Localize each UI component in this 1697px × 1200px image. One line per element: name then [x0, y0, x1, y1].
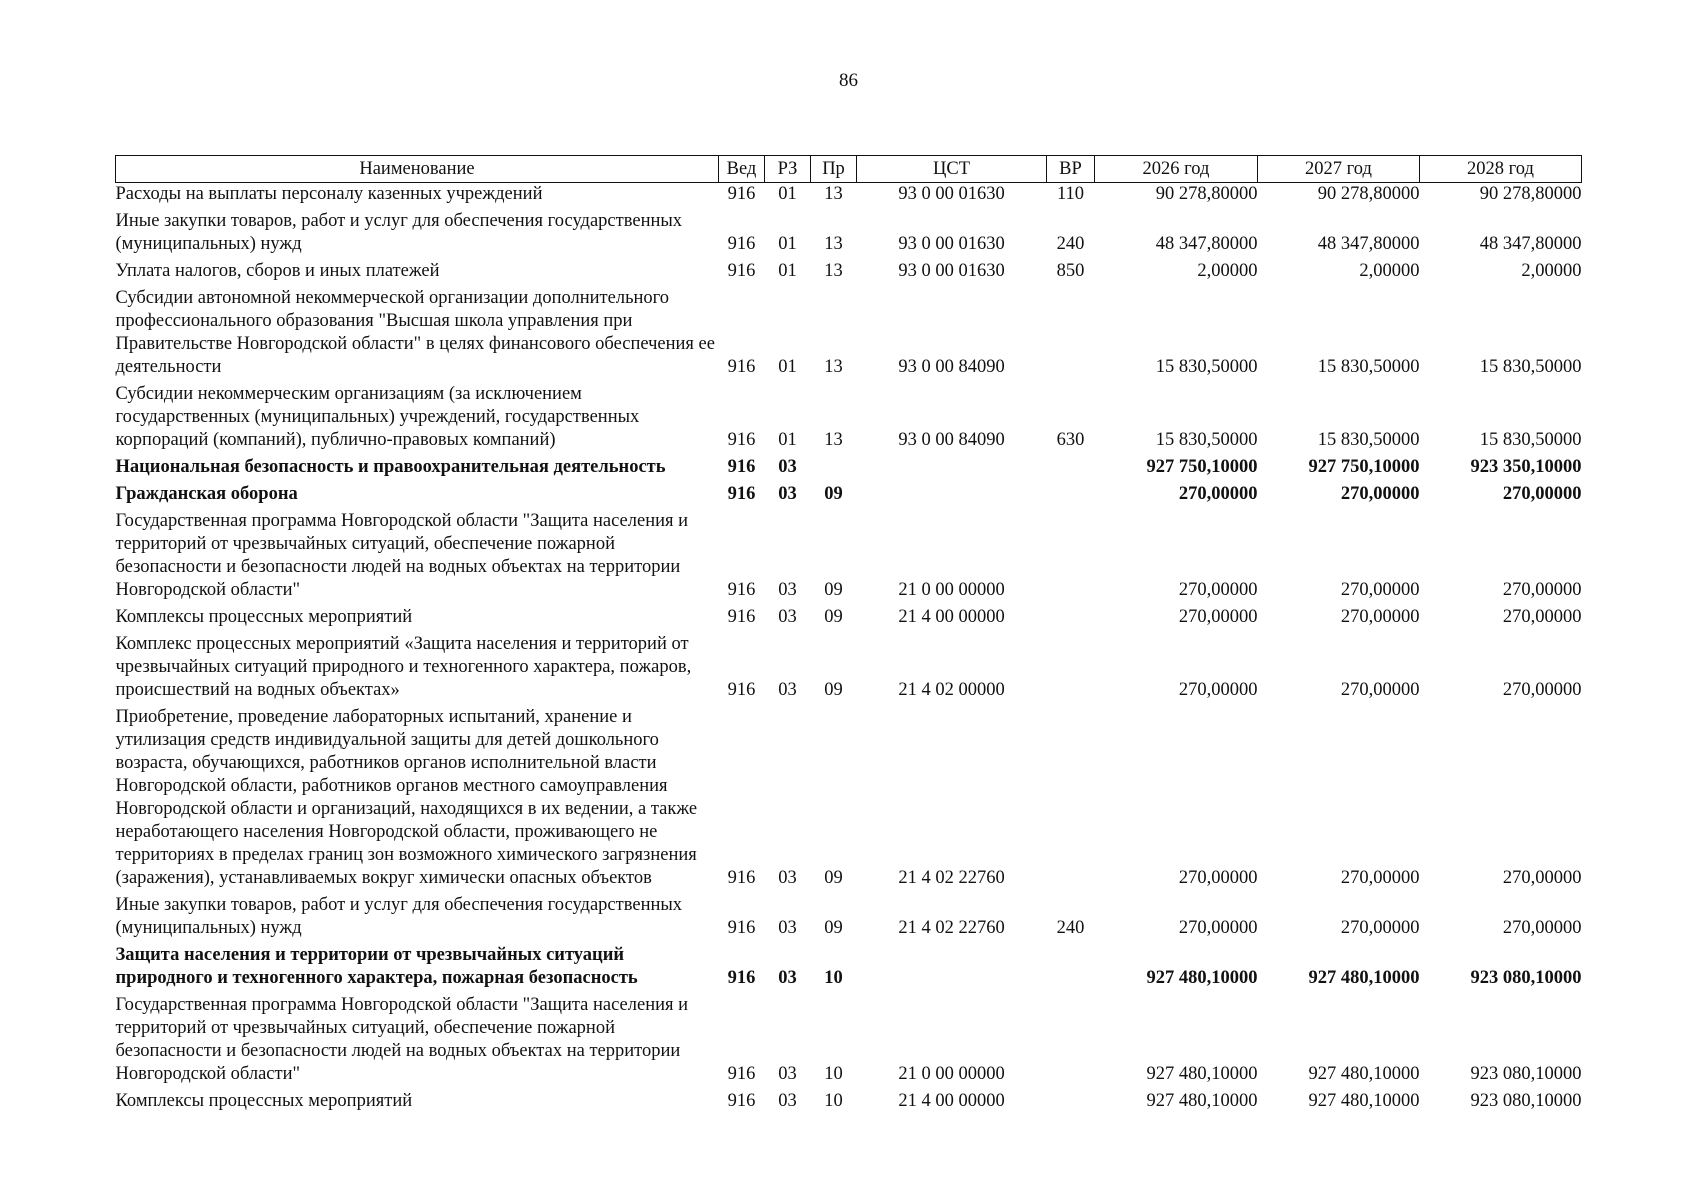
row-2026-value: 15 830,50000 — [1155, 357, 1258, 377]
table-body — [116, 183, 1582, 1118]
row-cst: 21 4 00 00000 — [898, 1091, 1005, 1111]
header-name: Наименование — [116, 156, 719, 183]
row-2028-value: 923 080,10000 — [1470, 968, 1582, 988]
table-row — [116, 510, 1582, 606]
row-vr — [1047, 1090, 1095, 1117]
row-name: Иные закупки товаров, работ и услуг для обеспечения государственных (муниципальных) нужд — [115, 895, 683, 938]
row-rz: 03 — [778, 868, 797, 888]
row-rz: 03 — [778, 680, 797, 700]
page-number: 86 — [839, 70, 858, 91]
row-name: Комплекс процессных мероприятий «Защита населения и территорий от чрезвычайных ситуаций природного и техногенного характера, пожаров, происшествий на водных объектах» — [115, 634, 692, 700]
row-cst: 93 0 00 84090 — [898, 357, 1005, 377]
row-cst: 93 0 00 01630 — [898, 184, 1005, 204]
table-row — [116, 383, 1582, 456]
table-row — [116, 210, 1582, 260]
row-2028-value: 270,00000 — [1502, 918, 1582, 938]
row-ved: 916 — [727, 607, 756, 627]
row-2028-value: 270,00000 — [1502, 484, 1582, 504]
row-pr: 09 — [824, 580, 843, 600]
row-2027-value: 270,00000 — [1340, 580, 1420, 600]
row-rz: 03 — [778, 484, 797, 504]
row-pr: 10 — [824, 968, 843, 988]
table-row — [116, 706, 1582, 894]
row-ved: 916 — [727, 261, 756, 281]
row-name: Гражданская оборона — [115, 484, 298, 504]
row-name: Уплата налогов, сборов и иных платежей — [115, 261, 440, 281]
row-2028-value: 90 278,80000 — [1479, 184, 1582, 204]
row-rz: 03 — [778, 1091, 797, 1111]
row-ved: 916 — [727, 430, 756, 450]
row-pr: 10 — [824, 1091, 843, 1111]
row-vr: 240 — [1056, 234, 1085, 254]
row-rz: 03 — [778, 918, 797, 938]
table-row — [116, 606, 1582, 633]
row-2026-value: 15 830,50000 — [1155, 430, 1258, 450]
row-rz: 03 — [778, 457, 797, 477]
header-2027: 2027 год — [1258, 156, 1420, 183]
budget-table — [115, 155, 1582, 1117]
header-2026: 2026 год — [1095, 156, 1258, 183]
row-vr — [1047, 483, 1095, 510]
row-rz: 01 — [778, 261, 797, 281]
row-cst — [857, 944, 1047, 994]
row-2027-value: 90 278,80000 — [1317, 184, 1420, 204]
row-pr: 09 — [824, 918, 843, 938]
row-pr: 13 — [824, 357, 843, 377]
row-vr — [1047, 287, 1095, 383]
row-2027-value: 270,00000 — [1340, 868, 1420, 888]
row-2026-value: 270,00000 — [1178, 680, 1258, 700]
row-pr — [811, 456, 857, 483]
header-2028: 2028 год — [1420, 156, 1582, 183]
row-rz: 01 — [778, 357, 797, 377]
row-rz: 03 — [778, 580, 797, 600]
row-2027-value: 270,00000 — [1340, 680, 1420, 700]
row-vr — [1047, 606, 1095, 633]
row-vr — [1047, 944, 1095, 994]
row-2027-value: 48 347,80000 — [1317, 234, 1420, 254]
row-vr: 240 — [1056, 918, 1085, 938]
table-row — [116, 633, 1582, 706]
row-name: Национальная безопасность и правоохранительная деятельность — [115, 457, 666, 477]
row-rz: 01 — [778, 234, 797, 254]
row-2028-value: 48 347,80000 — [1479, 234, 1582, 254]
row-cst: 21 4 02 22760 — [898, 868, 1005, 888]
row-2027-value: 270,00000 — [1340, 607, 1420, 627]
header-rz: РЗ — [765, 156, 811, 183]
row-name: Субсидии некоммерческим организациям (за исключением государственных (муниципальных) учреждений, государственных корпораций (компаний), публично-правовых компаний) — [115, 384, 640, 450]
row-name: Субсидии автономной некоммерческой организации дополнительного профессионального образования "Высшая школа управления при Правительстве Новгородской области" в целях финансового обеспечения ее деятельности — [115, 288, 715, 377]
table-row — [116, 894, 1582, 944]
row-rz: 03 — [778, 968, 797, 988]
row-2026-value: 927 480,10000 — [1146, 1064, 1258, 1084]
row-ved: 916 — [727, 1091, 756, 1111]
row-vr — [1047, 706, 1095, 894]
table-header — [116, 156, 1582, 183]
row-cst: 93 0 00 01630 — [898, 234, 1005, 254]
row-ved: 916 — [727, 234, 756, 254]
row-cst: 93 0 00 84090 — [898, 430, 1005, 450]
row-cst — [857, 483, 1047, 510]
row-rz: 03 — [778, 1064, 797, 1084]
header-pr: Пр — [811, 156, 857, 183]
row-ved: 916 — [727, 457, 756, 477]
header-ved: Вед — [719, 156, 765, 183]
row-2028-value: 15 830,50000 — [1479, 357, 1582, 377]
row-cst: 21 4 00 00000 — [898, 607, 1005, 627]
row-2026-value: 927 750,10000 — [1146, 457, 1258, 477]
row-2028-value: 923 080,10000 — [1470, 1064, 1582, 1084]
row-ved: 916 — [727, 580, 756, 600]
table-row — [116, 260, 1582, 287]
row-vr: 110 — [1056, 184, 1085, 204]
row-2026-value: 270,00000 — [1178, 580, 1258, 600]
row-name: Комплексы процессных мероприятий — [115, 607, 413, 627]
row-pr: 13 — [824, 261, 843, 281]
row-2027-value: 2,00000 — [1359, 261, 1420, 281]
row-2028-value: 270,00000 — [1502, 607, 1582, 627]
row-2028-value: 270,00000 — [1502, 868, 1582, 888]
row-2026-value: 927 480,10000 — [1146, 1091, 1258, 1111]
row-name: Защита населения и территории от чрезвычайных ситуаций природного и техногенного характера, пожарная безопасность — [115, 945, 638, 988]
row-2028-value: 923 080,10000 — [1470, 1091, 1582, 1111]
row-ved: 916 — [727, 868, 756, 888]
row-vr: 630 — [1056, 430, 1085, 450]
row-name: Государственная программа Новгородской области "Защита населения и территорий от чрезвычайных ситуаций, обеспечение пожарной безопасности и безопасности людей на водных объектах на территории Новгородской области" — [115, 995, 689, 1084]
row-ved: 916 — [727, 184, 756, 204]
row-cst: 21 4 02 22760 — [898, 918, 1005, 938]
row-2026-value: 48 347,80000 — [1155, 234, 1258, 254]
row-name: Комплексы процессных мероприятий — [115, 1091, 413, 1111]
row-name: Приобретение, проведение лабораторных испытаний, хранение и утилизация средств индивидуальной защиты для детей дошкольного возраста, обучающихся, работников органов исполнительной власти Новгородской области, работников органов местного самоуправления Новгородской области и организаций, находящихся в их ведении, а также неработающего населения Новгородской области, проживающего не территориях в пределах границ зон возможного химического загрязнения (заражения), устанавливаемых вокруг химически опасных объектов — [115, 707, 698, 888]
row-2027-value: 15 830,50000 — [1317, 430, 1420, 450]
row-2027-value: 927 480,10000 — [1308, 968, 1420, 988]
row-pr: 09 — [824, 484, 843, 504]
row-rz: 01 — [778, 184, 797, 204]
row-2028-value: 270,00000 — [1502, 580, 1582, 600]
table-row — [116, 944, 1582, 994]
row-pr: 09 — [824, 680, 843, 700]
row-2028-value: 923 350,10000 — [1470, 457, 1582, 477]
row-cst: 21 0 00 00000 — [898, 580, 1005, 600]
row-pr: 10 — [824, 1064, 843, 1084]
table-row — [116, 1090, 1582, 1117]
row-2028-value: 2,00000 — [1521, 261, 1582, 281]
row-vr — [1047, 633, 1095, 706]
row-cst: 93 0 00 01630 — [898, 261, 1005, 281]
row-2026-value: 270,00000 — [1178, 918, 1258, 938]
row-name: Иные закупки товаров, работ и услуг для обеспечения государственных (муниципальных) нужд — [115, 211, 683, 254]
row-2026-value: 270,00000 — [1178, 607, 1258, 627]
row-pr: 09 — [824, 607, 843, 627]
row-ved: 916 — [727, 1064, 756, 1084]
row-2026-value: 90 278,80000 — [1155, 184, 1258, 204]
row-2026-value: 270,00000 — [1178, 484, 1258, 504]
row-2027-value: 927 750,10000 — [1308, 457, 1420, 477]
row-ved: 916 — [727, 918, 756, 938]
row-rz: 01 — [778, 430, 797, 450]
row-2027-value: 927 480,10000 — [1308, 1064, 1420, 1084]
row-2026-value: 270,00000 — [1178, 868, 1258, 888]
table-row — [116, 456, 1582, 483]
header-cst: ЦСТ — [857, 156, 1047, 183]
row-vr — [1047, 456, 1095, 483]
table-row — [116, 287, 1582, 383]
row-cst: 21 0 00 00000 — [898, 1064, 1005, 1084]
row-cst — [857, 456, 1047, 483]
row-ved: 916 — [727, 357, 756, 377]
row-2027-value: 927 480,10000 — [1308, 1091, 1420, 1111]
row-pr: 13 — [824, 184, 843, 204]
row-cst: 21 4 02 00000 — [898, 680, 1005, 700]
row-2026-value: 927 480,10000 — [1146, 968, 1258, 988]
table-row — [116, 183, 1582, 211]
row-vr: 850 — [1056, 261, 1085, 281]
row-vr — [1047, 994, 1095, 1090]
row-2028-value: 15 830,50000 — [1479, 430, 1582, 450]
row-pr: 13 — [824, 234, 843, 254]
row-ved: 916 — [727, 680, 756, 700]
row-rz: 03 — [778, 607, 797, 627]
row-pr: 09 — [824, 868, 843, 888]
row-name: Государственная программа Новгородской области "Защита населения и территорий от чрезвычайных ситуаций, обеспечение пожарной безопасности и безопасности людей на водных объектах на территории Новгородской области" — [115, 511, 689, 600]
row-2028-value: 270,00000 — [1502, 680, 1582, 700]
row-pr: 13 — [824, 430, 843, 450]
row-2027-value: 270,00000 — [1340, 918, 1420, 938]
table-row — [116, 994, 1582, 1090]
row-2027-value: 15 830,50000 — [1317, 357, 1420, 377]
row-2026-value: 2,00000 — [1197, 261, 1258, 281]
header-vr: ВР — [1047, 156, 1095, 183]
table-row — [116, 483, 1582, 510]
row-2027-value: 270,00000 — [1340, 484, 1420, 504]
row-ved: 916 — [727, 968, 756, 988]
row-ved: 916 — [727, 484, 756, 504]
row-name: Расходы на выплаты персоналу казенных учреждений — [115, 184, 543, 204]
row-vr — [1047, 510, 1095, 606]
